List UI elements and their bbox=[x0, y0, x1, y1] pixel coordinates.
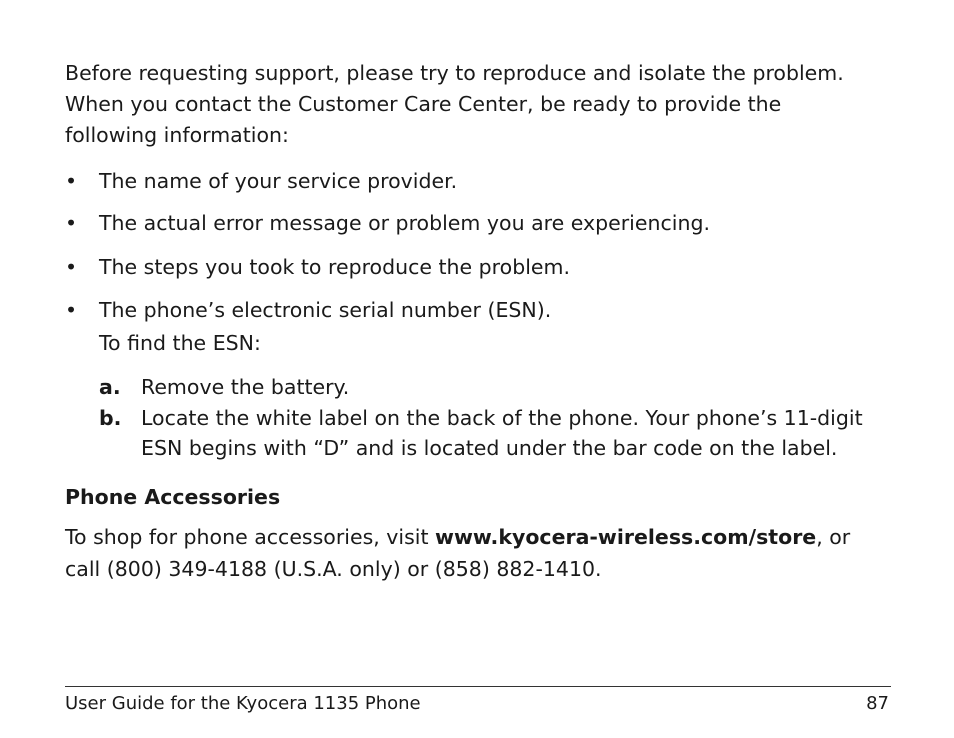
footer-divider bbox=[65, 686, 891, 687]
step-marker: a. bbox=[99, 375, 121, 399]
intro-line: Before requesting support, please try to reproduce and isolate the problem. bbox=[65, 61, 844, 85]
page-number: 87 bbox=[866, 693, 889, 714]
intro-line: following information: bbox=[65, 123, 289, 147]
bullet-text: The actual error message or problem you are experiencing. bbox=[99, 211, 710, 235]
intro-line: When you contact the Customer Care Center, be ready to provide the bbox=[65, 92, 782, 116]
bullet-text: The phone’s electronic serial number (ESN). bbox=[99, 298, 552, 322]
intro-paragraph bbox=[65, 58, 905, 151]
footer-title: User Guide for the Kyocera 1135 Phone bbox=[65, 693, 421, 714]
step-line: ESN begins with “D” and is located under the bar code on the label. bbox=[141, 436, 838, 460]
bullet-marker: • bbox=[65, 169, 78, 193]
step-line: Remove the battery. bbox=[141, 375, 350, 399]
section-heading: Phone Accessories bbox=[65, 485, 281, 509]
accessories-line bbox=[65, 521, 905, 553]
bullet-marker: • bbox=[65, 255, 78, 279]
accessories-text: To shop for phone accessories, visit bbox=[65, 525, 436, 549]
bullet-text: The name of your service provider. bbox=[99, 169, 458, 193]
accessories-text: , or bbox=[816, 525, 851, 549]
store-link[interactable]: www.kyocera-wireless.com/store bbox=[435, 525, 817, 549]
bullet-marker: • bbox=[65, 298, 78, 322]
accessories-line: call (800) 349-4188 (U.S.A. only) or (858) 882-1410. bbox=[65, 557, 602, 581]
bullet-text: The steps you took to reproduce the problem. bbox=[99, 255, 570, 279]
step-line: Locate the white label on the back of the phone. Your phone’s 11-digit bbox=[141, 406, 863, 430]
step-marker: b. bbox=[99, 406, 122, 430]
step-text bbox=[141, 403, 901, 463]
esn-note: To find the ESN: bbox=[99, 331, 261, 355]
accessories-paragraph bbox=[65, 521, 905, 585]
step-text bbox=[141, 372, 901, 402]
bullet-marker: • bbox=[65, 211, 78, 235]
